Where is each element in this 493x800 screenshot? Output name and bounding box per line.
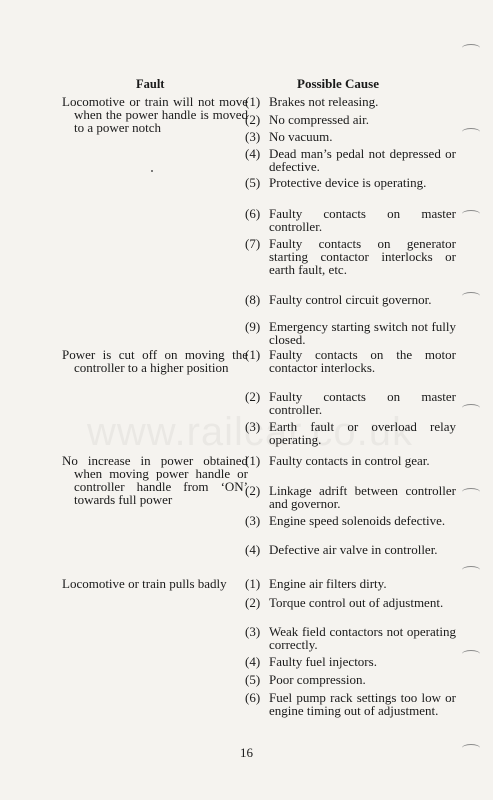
cause-item	[245, 95, 456, 108]
cause-number: (3)	[245, 513, 261, 528]
cause-item	[245, 454, 456, 467]
cause-text: Fuel pump rack settings too low or engine timing out of adjustment.	[269, 690, 456, 718]
cause-text: Faulty contacts on generator starting contactor interlocks or earth fault, etc.	[269, 236, 456, 277]
paper-speck	[151, 170, 153, 172]
cause-item	[245, 147, 456, 173]
cause-item	[245, 176, 456, 189]
cause-text: Engine speed solenoids defective.	[269, 513, 446, 528]
fault-description: Power is cut off on moving the controller to a higher position	[62, 347, 248, 375]
cause-number: (1)	[245, 347, 261, 362]
fault-description: No increase in power obtained when moving power handle or controller handle from ‘ON’ towards full power	[62, 453, 248, 507]
cause-item	[245, 237, 456, 276]
cause-number: (3)	[245, 129, 261, 144]
fault-description: Locomotive or train pulls badly	[62, 576, 227, 591]
cause-column-header: Possible Cause	[297, 76, 379, 91]
cause-number: (6)	[245, 690, 261, 705]
cause-item	[245, 691, 456, 717]
cause-number: (1)	[245, 576, 261, 591]
cause-number: (7)	[245, 236, 261, 251]
cause-item	[245, 390, 456, 416]
cause-item	[245, 596, 456, 609]
cause-text: Earth fault or overload relay operating.	[269, 419, 456, 447]
cause-text: Faulty contacts on the motor contactor interlocks.	[269, 347, 456, 375]
punch-hole-mark	[462, 292, 484, 302]
cause-text: Faulty contacts on master controller.	[269, 389, 456, 417]
cause-item	[245, 484, 456, 510]
cause-item	[245, 514, 456, 527]
cause-item	[245, 130, 456, 143]
cause-number: (8)	[245, 292, 261, 307]
cause-item	[245, 655, 456, 668]
cause-text: Brakes not releasing.	[269, 94, 379, 109]
cause-text: No compressed air.	[269, 112, 370, 127]
cause-number: (4)	[245, 542, 261, 557]
cause-number: (4)	[245, 146, 261, 161]
page-number: 16	[240, 745, 253, 760]
cause-item	[245, 320, 456, 346]
cause-text: Linkage adrift between controller and governor.	[269, 483, 456, 511]
cause-number: (5)	[245, 672, 261, 687]
cause-text: No vacuum.	[269, 129, 333, 144]
cause-text: Faulty fuel injectors.	[269, 654, 377, 669]
cause-number: (9)	[245, 319, 261, 334]
cause-text: Emergency starting switch not fully closed.	[269, 319, 456, 347]
cause-text: Faulty control circuit governor.	[269, 292, 432, 307]
cause-number: (2)	[245, 483, 261, 498]
cause-text: Poor compression.	[269, 672, 366, 687]
cause-number: (2)	[245, 595, 261, 610]
cause-item	[245, 348, 456, 374]
punch-hole-mark	[462, 566, 484, 576]
cause-number: (3)	[245, 624, 261, 639]
cause-item	[245, 207, 456, 233]
cause-text: Dead man’s pedal not depressed or defective.	[269, 146, 456, 174]
cause-item	[245, 293, 456, 306]
cause-item	[245, 577, 456, 590]
cause-number: (2)	[245, 112, 261, 127]
cause-item	[245, 543, 456, 556]
cause-item	[245, 625, 456, 651]
punch-hole-mark	[462, 650, 484, 660]
cause-number: (5)	[245, 175, 261, 190]
punch-hole-mark	[462, 128, 484, 138]
cause-number: (2)	[245, 389, 261, 404]
cause-item	[245, 113, 456, 126]
cause-text: Faulty contacts on master controller.	[269, 206, 456, 234]
cause-text: Torque control out of adjustment.	[269, 595, 444, 610]
cause-number: (6)	[245, 206, 261, 221]
cause-text: Defective air valve in controller.	[269, 542, 438, 557]
cause-number: (1)	[245, 453, 261, 468]
cause-number: (3)	[245, 419, 261, 434]
punch-hole-mark	[462, 488, 484, 498]
cause-item	[245, 420, 456, 446]
cause-number: (4)	[245, 654, 261, 669]
punch-hole-mark	[462, 404, 484, 414]
fault-description: Locomotive or train will not move when the power handle is moved to a power notch	[62, 94, 248, 135]
punch-hole-mark	[462, 744, 484, 754]
cause-text: Faulty contacts in control gear.	[269, 453, 430, 468]
cause-number: (1)	[245, 94, 261, 109]
cause-item	[245, 673, 456, 686]
fault-column-header: Fault	[136, 77, 165, 91]
cause-text: Protective device is operating.	[269, 175, 427, 190]
cause-text: Weak field contactors not operating correctly.	[269, 624, 456, 652]
punch-hole-mark	[462, 210, 484, 220]
punch-hole-mark	[462, 44, 484, 54]
cause-text: Engine air filters dirty.	[269, 576, 387, 591]
